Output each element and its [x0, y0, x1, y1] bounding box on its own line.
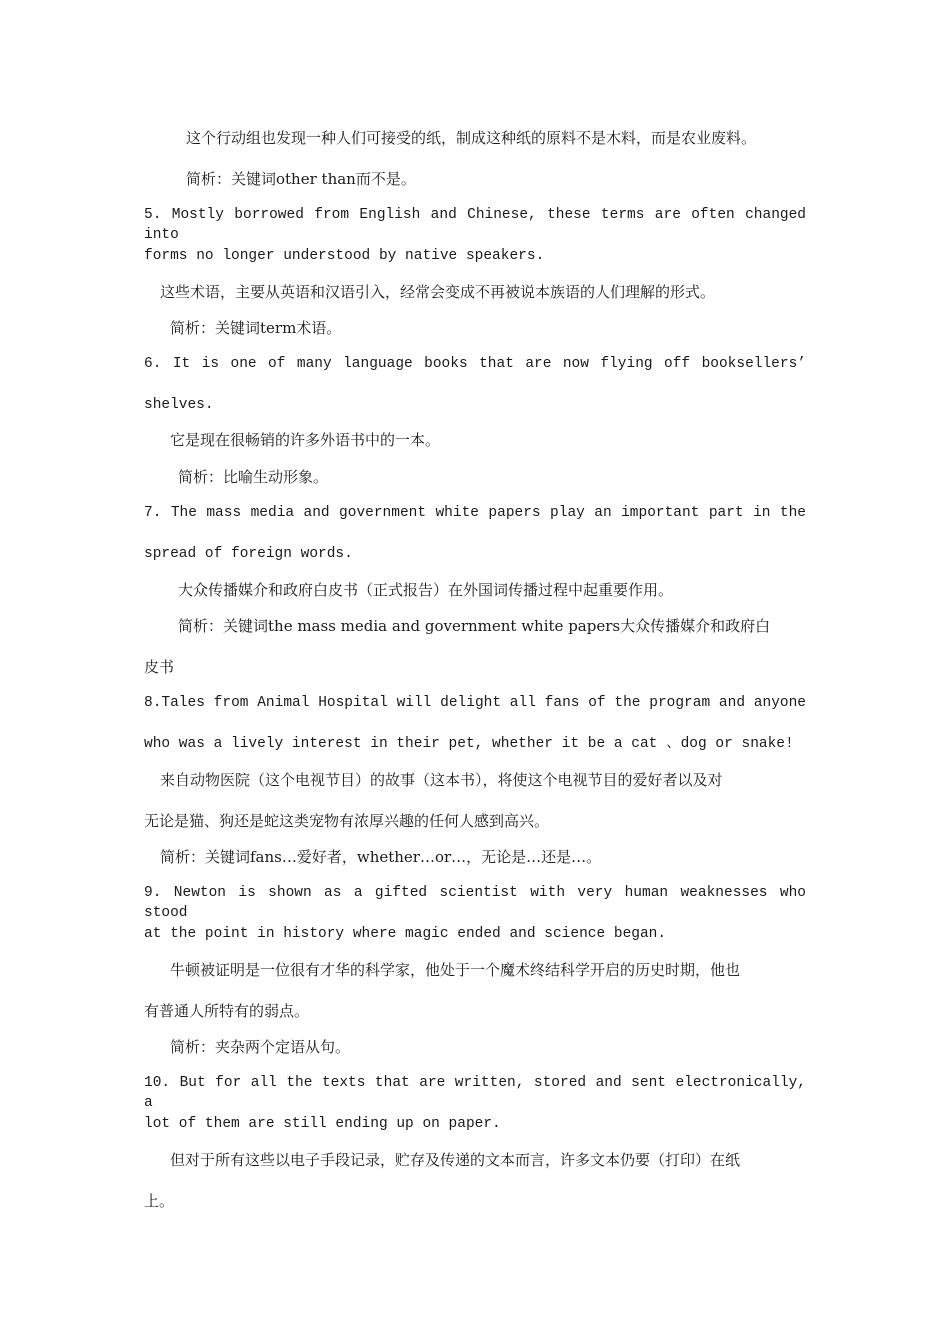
sentence-6-line-2: shelves. [144, 397, 214, 413]
sentence-10-translation-line-1: 但对于所有这些以电子手段记录，贮存及传递的文本而言，许多文本仍要（打印）在纸 [170, 1151, 741, 1169]
sentence-5-translation: 这些术语，主要从英语和汉语引入，经常会变成不再被说本族语的人们理解的形式。 [160, 283, 716, 301]
sentence-7-line-2: spread of foreign words. [144, 546, 353, 562]
sentence-10-translation-line-2: 上。 [144, 1192, 175, 1210]
sentence-9-line-2: at the point in history where magic ended and science began. [144, 926, 667, 942]
analysis-text: 简析：关键词other than而不是。 [186, 170, 416, 188]
sentence-5-line-2: forms no longer understood by native speakers. [144, 248, 545, 264]
sentence-8-line-1: 8.Tales from Animal Hospital will delight all fans of the program and anyone [144, 695, 806, 711]
sentence-6-line-1: 6. It is one of many language books that are now flying off booksellers’ [144, 356, 806, 372]
sentence-5-line-1: 5. Mostly borrowed from English and Chinese, these terms are often changed into [144, 207, 806, 243]
sentence-8-line-2: who was a lively interest in their pet, whether it be a cat 、dog or snake! [144, 736, 794, 752]
sentence-9-translation-line-1: 牛顿被证明是一位很有才华的科学家，他处于一个魔术终结科学开启的历史时期，他也 [170, 961, 741, 979]
sentence-9-line-1: 9. Newton is shown as a gifted scientist with very human weaknesses who stood [144, 885, 806, 921]
sentence-10-line-1: 10. But for all the texts that are written, stored and sent electronically, a [144, 1075, 806, 1111]
sentence-7-line-1: 7. The mass media and government white papers play an important part in the [144, 505, 806, 521]
sentence-8-translation-line-2: 无论是猫、狗还是蛇这类宠物有浓厚兴趣的任何人感到高兴。 [144, 812, 550, 830]
translation-text: 这个行动组也发现一种人们可接受的纸，制成这种纸的原料不是木料，而是农业废料。 [186, 129, 757, 147]
sentence-7-analysis-line-1: 简析：关键词the mass media and government white papers大众传播媒介和政府白 [178, 617, 771, 635]
sentence-5-analysis: 简析：关键词term术语。 [170, 319, 342, 337]
sentence-8-analysis: 简析：关键词fans…爱好者，whether…or…，无论是…还是…。 [160, 848, 602, 866]
sentence-8-translation-line-1: 来自动物医院（这个电视节目）的故事（这本书），将使这个电视节目的爱好者以及对 [160, 771, 723, 789]
sentence-7-analysis-line-2: 皮书 [144, 658, 175, 676]
sentence-9-translation-line-2: 有普通人所特有的弱点。 [144, 1002, 310, 1020]
sentence-7-translation: 大众传播媒介和政府白皮书（正式报告）在外国词传播过程中起重要作用。 [178, 581, 674, 599]
sentence-9-analysis: 简析：夹杂两个定语从句。 [170, 1038, 351, 1056]
sentence-6-translation: 它是现在很畅销的许多外语书中的一本。 [170, 431, 441, 449]
sentence-6-analysis: 简析：比喻生动形象。 [178, 468, 329, 486]
sentence-10-line-2: lot of them are still ending up on paper. [144, 1116, 501, 1132]
